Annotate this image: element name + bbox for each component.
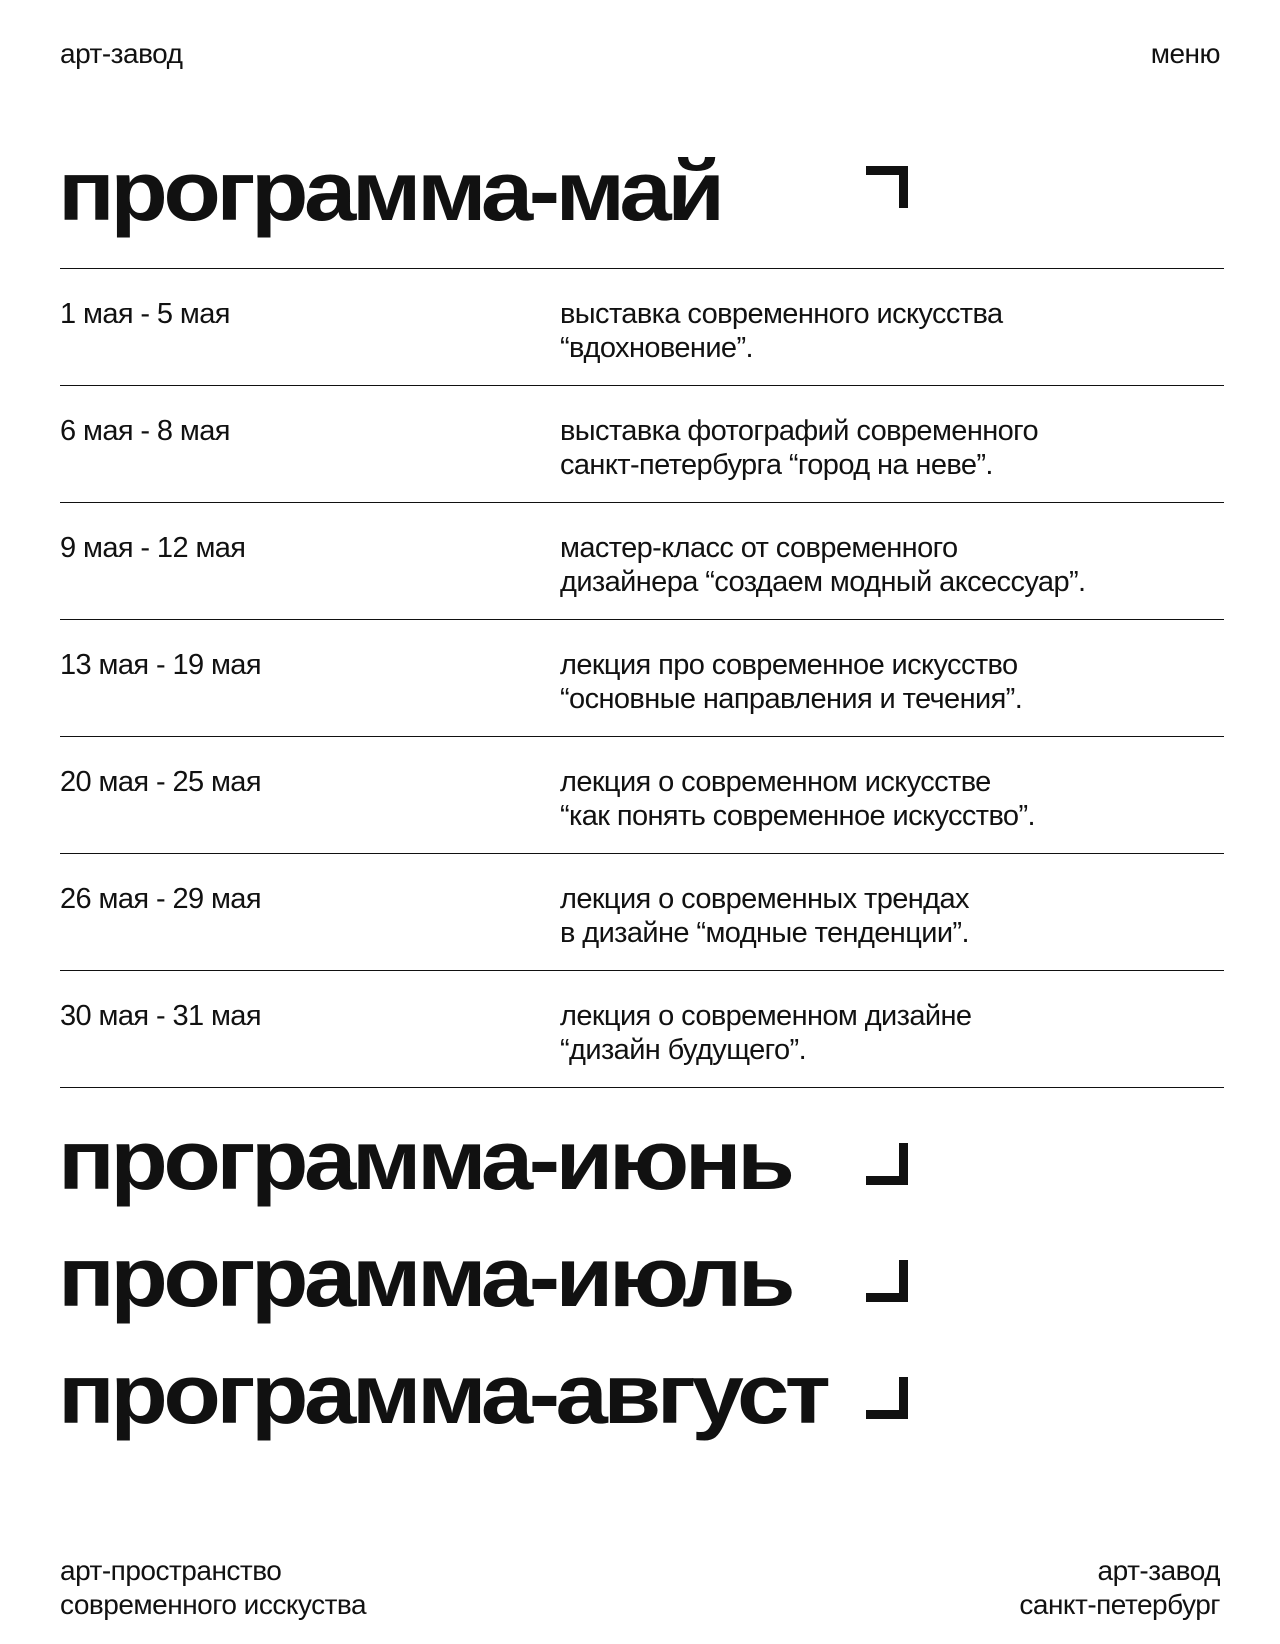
schedule-row	[60, 971, 1224, 1088]
month-title-august: программа-август	[58, 1347, 827, 1441]
event-date: 13 мая - 19 мая	[60, 649, 261, 681]
event-date: 6 мая - 8 мая	[60, 415, 230, 447]
site-footer	[60, 1552, 1220, 1622]
event-date: 1 мая - 5 мая	[60, 298, 230, 330]
event-description: лекция о современном дизайне “дизайн будущего”.	[560, 1000, 972, 1066]
expand-corner-icon[interactable]	[866, 1143, 908, 1185]
event-date: 9 мая - 12 мая	[60, 532, 246, 564]
site-header	[60, 36, 1220, 72]
event-description: лекция о современном искусстве “как понять современное искусство”.	[560, 766, 1035, 832]
month-accordion-june[interactable]	[58, 1105, 908, 1215]
expand-corner-icon[interactable]	[866, 1260, 908, 1302]
event-date: 30 мая - 31 мая	[60, 1000, 261, 1032]
event-description: выставка современного искусства “вдохновение”.	[560, 298, 1003, 364]
collapse-corner-icon[interactable]	[866, 166, 908, 208]
month-accordion-august[interactable]	[58, 1339, 908, 1449]
schedule-row	[60, 503, 1224, 620]
brand-logo[interactable]: арт-завод	[60, 38, 183, 69]
event-description: выставка фотографий современного санкт-петербурга “город на неве”.	[560, 415, 1039, 481]
event-description: лекция про современное искусство “основные направления и течения”.	[560, 649, 1023, 715]
event-date: 26 мая - 29 мая	[60, 883, 261, 915]
month-title-july: программа-июль	[58, 1230, 792, 1324]
month-accordion-july[interactable]	[58, 1222, 908, 1332]
footer-location: арт-завод санкт-петербург	[1019, 1555, 1220, 1620]
month-title-june: программа-июнь	[58, 1113, 791, 1207]
schedule-row	[60, 737, 1224, 854]
schedule-row	[60, 386, 1224, 503]
footer-tagline: арт-пространство современного исскуства	[60, 1555, 367, 1620]
event-date: 20 мая - 25 мая	[60, 766, 261, 798]
schedule-row	[60, 854, 1224, 971]
event-description: мастер-класс от современного дизайнера “создаем модный аксессуар”.	[560, 532, 1086, 598]
schedule-row	[60, 269, 1224, 386]
schedule-table	[60, 268, 1224, 1088]
expand-corner-icon[interactable]	[866, 1377, 908, 1419]
menu-button[interactable]: меню	[1150, 38, 1220, 69]
event-description: лекция о современных трендах в дизайне “модные тенденции”.	[560, 883, 969, 949]
month-accordion-may[interactable]	[58, 136, 908, 246]
month-title-may: программа-май	[58, 144, 721, 238]
schedule-row	[60, 620, 1224, 737]
